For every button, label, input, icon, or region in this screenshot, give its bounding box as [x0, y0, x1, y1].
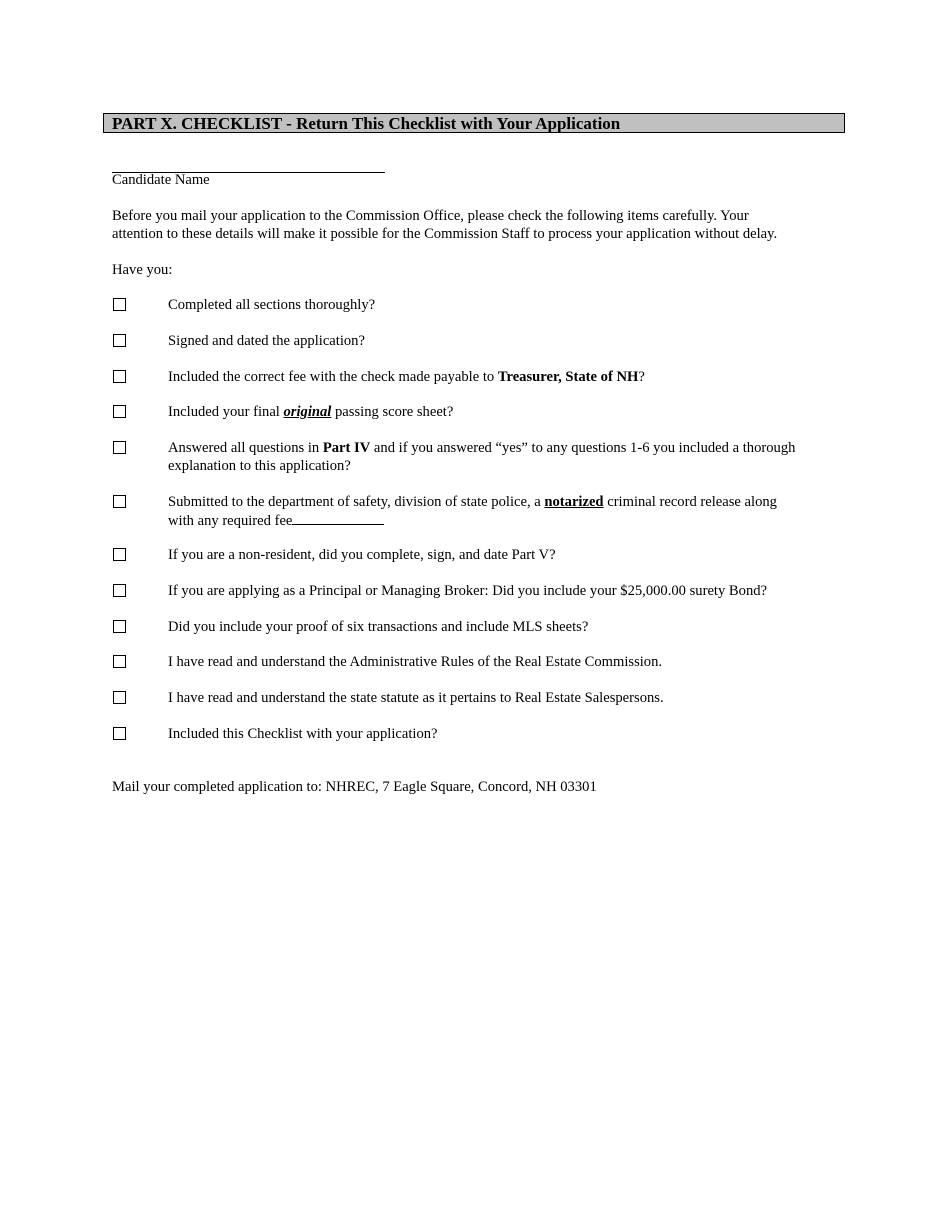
item-included-checklist: Included this Checklist with your application? — [168, 726, 438, 742]
item-mls-sheets: Did you include your proof of six transactions and include MLS sheets? — [168, 619, 589, 635]
item-criminal-record-emphasis: notarized — [544, 494, 604, 510]
checkbox-non-resident[interactable] — [113, 548, 126, 561]
item-score-sheet — [168, 403, 843, 421]
item-signed-dated: Signed and dated the application? — [168, 333, 365, 349]
fee-blank-field[interactable] — [292, 511, 384, 525]
item-part-iv-cont: and if you answered “yes” to any questions 1-6 you included a thorough — [370, 440, 796, 456]
item-part-iv — [168, 439, 843, 475]
item-state-statute: I have read and understand the state statute as it pertains to Real Estate Salespersons. — [168, 690, 664, 706]
item-part-iv-text: Answered all questions in — [168, 440, 323, 456]
checkbox-completed-sections[interactable] — [113, 298, 126, 311]
item-non-resident: If you are a non-resident, did you complete, sign, and date Part V? — [168, 547, 556, 563]
item-criminal-record — [168, 493, 843, 530]
item-correct-fee-payee: Treasurer, State of NH — [497, 369, 639, 385]
item-criminal-record-fee-text: with any required fee — [168, 513, 293, 529]
checkbox-part-iv[interactable] — [113, 441, 126, 454]
checkbox-mls-sheets[interactable] — [113, 620, 126, 633]
item-score-sheet-end: passing score sheet? — [331, 404, 454, 420]
item-surety-bond: If you are applying as a Principal or Managing Broker: Did you include your $25,000.00 surety Bond? — [168, 583, 768, 599]
item-correct-fee-text: Included the correct fee with the check made payable to — [168, 369, 498, 385]
item-part-iv-line-2: explanation to this application? — [168, 458, 351, 474]
item-score-sheet-emphasis: original — [283, 404, 332, 420]
checkbox-criminal-record[interactable] — [113, 495, 126, 508]
item-completed-sections: Completed all sections thoroughly? — [168, 297, 376, 313]
intro-line-1: Before you mail your application to the Commission Office, please check the following items carefully. Your — [112, 208, 749, 224]
checkbox-surety-bond[interactable] — [113, 584, 126, 597]
item-part-iv-ref: Part IV — [322, 440, 371, 456]
item-score-sheet-text: Included your final — [168, 404, 284, 420]
item-correct-fee — [168, 368, 843, 386]
item-criminal-record-cont: criminal record release along — [603, 494, 777, 510]
checkbox-state-statute[interactable] — [113, 691, 126, 704]
item-criminal-record-line-2 — [168, 511, 843, 530]
item-admin-rules: I have read and understand the Administrative Rules of the Real Estate Commission. — [168, 654, 663, 670]
intro-paragraph — [112, 207, 847, 243]
checkbox-score-sheet[interactable] — [113, 405, 126, 418]
checkbox-signed-dated[interactable] — [113, 334, 126, 347]
candidate-name-label: Candidate Name — [112, 172, 210, 188]
checkbox-included-checklist[interactable] — [113, 727, 126, 740]
item-part-iv-line-1 — [168, 439, 843, 457]
mail-address: Mail your completed application to: NHREC, 7 Eagle Square, Concord, NH 03301 — [112, 779, 597, 795]
item-criminal-record-line-1 — [168, 493, 843, 511]
section-title: PART X. CHECKLIST - Return This Checklist with Your Application — [112, 114, 621, 133]
have-you-label: Have you: — [112, 262, 173, 278]
item-correct-fee-end: ? — [638, 369, 645, 385]
section-header — [103, 113, 845, 133]
intro-line-2: attention to these details will make it possible for the Commission Staff to process your application without delay. — [112, 226, 778, 242]
checkbox-admin-rules[interactable] — [113, 655, 126, 668]
checkbox-correct-fee[interactable] — [113, 370, 126, 383]
item-criminal-record-text: Submitted to the department of safety, division of state police, a — [168, 494, 545, 510]
